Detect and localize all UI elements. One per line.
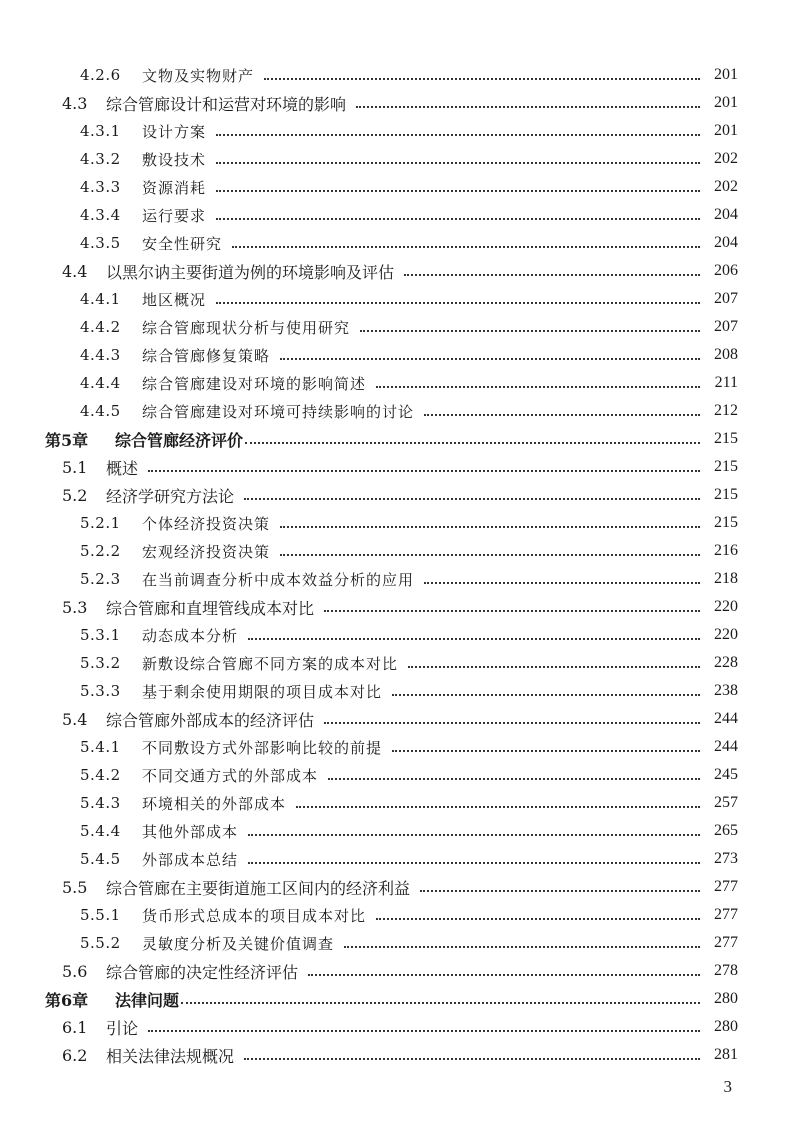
toc-entry-title: 环境相关的外部成本 bbox=[142, 794, 287, 813]
toc-entry-page: 206 bbox=[714, 262, 738, 279]
toc-entry-number: 4.4 bbox=[62, 261, 88, 281]
toc-subsection-entry[interactable] bbox=[0, 537, 790, 565]
toc-entry-number: 5.4.5 bbox=[80, 850, 121, 868]
toc-subsection-entry[interactable] bbox=[0, 565, 790, 593]
toc-subsection-entry[interactable] bbox=[0, 229, 790, 257]
toc-entry-page: 265 bbox=[714, 822, 738, 839]
toc-leader-dots bbox=[344, 944, 700, 948]
toc-entry-number: 4.3.3 bbox=[80, 178, 121, 196]
toc-entry-page: 202 bbox=[714, 150, 738, 167]
toc-leader-dots bbox=[216, 132, 700, 136]
toc-entry-title: 资源消耗 bbox=[142, 178, 207, 197]
toc-entry-title: 安全性研究 bbox=[142, 234, 223, 253]
toc-entry-title: 在当前调查分析中成本效益分析的应用 bbox=[142, 570, 415, 589]
toc-entry-number: 第5章 bbox=[45, 430, 89, 450]
toc-leader-dots bbox=[264, 76, 700, 80]
toc-leader-dots bbox=[328, 776, 700, 780]
toc-entry-page: 215 bbox=[714, 514, 738, 531]
toc-entry-number: 5.4.2 bbox=[80, 766, 121, 784]
toc-section-entry[interactable] bbox=[0, 481, 790, 509]
toc-entry-title: 不同交通方式的外部成本 bbox=[142, 766, 319, 785]
toc-entry-number: 5.2.1 bbox=[80, 514, 121, 532]
toc-subsection-entry[interactable] bbox=[0, 397, 790, 425]
toc-entry-number: 4.2.6 bbox=[80, 66, 121, 84]
page-number: 3 bbox=[723, 1077, 732, 1096]
toc-entry-title: 综合管廊现状分析与使用研究 bbox=[142, 318, 351, 337]
toc-entry-title: 综合管廊经济评价 bbox=[115, 430, 244, 450]
toc-entry-title: 灵敏度分析及关键价值调查 bbox=[142, 934, 335, 953]
toc-entry-page: 201 bbox=[714, 122, 738, 139]
toc-entry-page: 218 bbox=[714, 570, 738, 587]
toc-entry-title: 引论 bbox=[106, 1018, 139, 1038]
toc-entry-title: 地区概况 bbox=[142, 290, 207, 309]
toc-entry-page: 220 bbox=[714, 598, 738, 615]
toc-entry-title: 综合管廊建设对环境可持续影响的讨论 bbox=[142, 402, 415, 421]
toc-leader-dots bbox=[392, 692, 700, 696]
toc-leader-dots bbox=[420, 888, 700, 892]
toc-entry-page: 273 bbox=[714, 850, 738, 867]
toc-subsection-entry[interactable] bbox=[0, 929, 790, 957]
toc-section-entry[interactable] bbox=[0, 593, 790, 621]
toc-entry-title: 动态成本分析 bbox=[142, 626, 239, 645]
toc-subsection-entry[interactable] bbox=[0, 733, 790, 761]
toc-entry-number: 4.4.1 bbox=[80, 290, 121, 308]
toc-entry-page: 207 bbox=[714, 290, 738, 307]
toc-leader-dots bbox=[360, 328, 700, 332]
toc-entry-number: 5.5 bbox=[62, 877, 88, 897]
toc-entry-title: 基于剩余使用期限的项目成本对比 bbox=[142, 682, 383, 701]
toc-leader-dots bbox=[248, 832, 700, 836]
toc-entry-number: 5.4.4 bbox=[80, 822, 121, 840]
toc-leader-dots bbox=[376, 384, 700, 388]
toc-section-entry[interactable] bbox=[0, 453, 790, 481]
toc-subsection-entry[interactable] bbox=[0, 817, 790, 845]
toc-entry-number: 5.4 bbox=[62, 709, 88, 729]
toc-subsection-entry[interactable] bbox=[0, 621, 790, 649]
toc-entry-page: 277 bbox=[714, 878, 738, 895]
toc-leader-dots bbox=[181, 1000, 700, 1004]
toc-subsection-entry[interactable] bbox=[0, 369, 790, 397]
toc-subsection-entry[interactable] bbox=[0, 61, 790, 89]
toc-entry-number: 5.6 bbox=[62, 961, 88, 981]
toc-leader-dots bbox=[404, 272, 700, 276]
toc-section-entry[interactable] bbox=[0, 873, 790, 901]
toc-subsection-entry[interactable] bbox=[0, 845, 790, 873]
toc-leader-dots bbox=[324, 720, 700, 724]
toc-leader-dots bbox=[376, 916, 700, 920]
toc-subsection-entry[interactable] bbox=[0, 313, 790, 341]
toc-subsection-entry[interactable] bbox=[0, 761, 790, 789]
table-of-contents bbox=[0, 61, 790, 1069]
toc-entry-page: 220 bbox=[714, 626, 738, 643]
toc-entry-number: 4.3.1 bbox=[80, 122, 121, 140]
toc-entry-title: 综合管廊建设对环境的影响简述 bbox=[142, 374, 367, 393]
toc-entry-page: 277 bbox=[714, 906, 738, 923]
toc-section-entry[interactable] bbox=[0, 1013, 790, 1041]
toc-entry-page: 211 bbox=[714, 374, 738, 391]
toc-entry-page: 257 bbox=[714, 794, 738, 811]
toc-entry-title: 以黑尔讷主要街道为例的环境影响及评估 bbox=[106, 262, 395, 282]
toc-entry-page: 215 bbox=[714, 486, 738, 503]
toc-entry-number: 5.2.2 bbox=[80, 542, 121, 560]
toc-section-entry[interactable] bbox=[0, 257, 790, 285]
toc-subsection-entry[interactable] bbox=[0, 677, 790, 705]
toc-subsection-entry[interactable] bbox=[0, 649, 790, 677]
toc-entry-page: 204 bbox=[714, 234, 738, 251]
toc-entry-title: 经济学研究方法论 bbox=[106, 486, 235, 506]
toc-entry-title: 综合管廊外部成本的经济评估 bbox=[106, 710, 315, 730]
toc-entry-number: 4.3.5 bbox=[80, 234, 121, 252]
toc-chapter-entry[interactable] bbox=[0, 985, 790, 1013]
toc-entry-number: 5.2.3 bbox=[80, 570, 121, 588]
toc-leader-dots bbox=[248, 860, 700, 864]
toc-leader-dots bbox=[248, 636, 700, 640]
toc-entry-number: 5.3.2 bbox=[80, 654, 121, 672]
toc-leader-dots bbox=[356, 104, 700, 108]
toc-entry-number: 4.4.5 bbox=[80, 402, 121, 420]
toc-entry-title: 外部成本总结 bbox=[142, 850, 239, 869]
toc-entry-page: 215 bbox=[714, 430, 738, 447]
toc-subsection-entry[interactable] bbox=[0, 789, 790, 817]
toc-leader-dots bbox=[216, 300, 700, 304]
toc-entry-number: 5.1 bbox=[62, 457, 88, 477]
toc-entry-number: 第6章 bbox=[45, 990, 89, 1010]
toc-leader-dots bbox=[244, 496, 700, 500]
toc-subsection-entry[interactable] bbox=[0, 901, 790, 929]
toc-entry-page: 280 bbox=[714, 1018, 738, 1035]
toc-entry-number: 5.5.2 bbox=[80, 934, 121, 952]
toc-entry-title: 设计方案 bbox=[142, 122, 207, 141]
toc-entry-number: 5.3.1 bbox=[80, 626, 121, 644]
toc-leader-dots bbox=[424, 580, 700, 584]
toc-section-entry[interactable] bbox=[0, 89, 790, 117]
toc-entry-page: 204 bbox=[714, 206, 738, 223]
toc-entry-page: 201 bbox=[714, 94, 738, 111]
toc-entry-title: 不同敷设方式外部影响比较的前提 bbox=[142, 738, 383, 757]
toc-entry-number: 4.3.2 bbox=[80, 150, 121, 168]
toc-entry-number: 4.4.4 bbox=[80, 374, 121, 392]
toc-subsection-entry[interactable] bbox=[0, 509, 790, 537]
toc-entry-page: 208 bbox=[714, 346, 738, 363]
toc-leader-dots bbox=[232, 244, 700, 248]
toc-entry-page: 212 bbox=[714, 402, 738, 419]
toc-entry-title: 综合管廊修复策略 bbox=[142, 346, 271, 365]
toc-entry-title: 运行要求 bbox=[142, 206, 207, 225]
toc-leader-dots bbox=[280, 524, 700, 528]
toc-entry-number: 5.4.1 bbox=[80, 738, 121, 756]
toc-leader-dots bbox=[296, 804, 700, 808]
toc-chapter-entry[interactable] bbox=[0, 425, 790, 453]
toc-entry-page: 244 bbox=[714, 738, 738, 755]
toc-entry-page: 207 bbox=[714, 318, 738, 335]
toc-leader-dots bbox=[216, 188, 700, 192]
toc-section-entry[interactable] bbox=[0, 705, 790, 733]
toc-subsection-entry[interactable] bbox=[0, 145, 790, 173]
toc-entry-page: 202 bbox=[714, 178, 738, 195]
toc-entry-title: 新敷设综合管廊不同方案的成本对比 bbox=[142, 654, 399, 673]
toc-entry-page: 201 bbox=[714, 66, 738, 83]
toc-leader-dots bbox=[424, 412, 700, 416]
toc-entry-page: 277 bbox=[714, 934, 738, 951]
toc-section-entry[interactable] bbox=[0, 1041, 790, 1069]
toc-entry-number: 4.4.2 bbox=[80, 318, 121, 336]
toc-subsection-entry[interactable] bbox=[0, 341, 790, 369]
toc-entry-page: 215 bbox=[714, 458, 738, 475]
toc-leader-dots bbox=[280, 356, 700, 360]
toc-entry-title: 文物及实物财产 bbox=[142, 66, 255, 85]
toc-subsection-entry[interactable] bbox=[0, 117, 790, 145]
toc-entry-title: 敷设技术 bbox=[142, 150, 207, 169]
toc-subsection-entry[interactable] bbox=[0, 285, 790, 313]
toc-entry-page: 281 bbox=[714, 1046, 738, 1063]
toc-entry-number: 6.1 bbox=[62, 1017, 88, 1037]
toc-entry-title: 个体经济投资决策 bbox=[142, 514, 271, 533]
toc-entry-page: 216 bbox=[714, 542, 738, 559]
toc-entry-number: 5.2 bbox=[62, 485, 88, 505]
toc-leader-dots bbox=[216, 160, 700, 164]
toc-entry-page: 238 bbox=[714, 682, 738, 699]
toc-entry-page: 278 bbox=[714, 962, 738, 979]
toc-leader-dots bbox=[245, 440, 700, 444]
toc-entry-page: 280 bbox=[714, 990, 738, 1007]
toc-section-entry[interactable] bbox=[0, 957, 790, 985]
toc-entry-title: 货币形式总成本的项目成本对比 bbox=[142, 906, 367, 925]
toc-entry-number: 4.4.3 bbox=[80, 346, 121, 364]
toc-entry-page: 245 bbox=[714, 766, 738, 783]
toc-entry-title: 概述 bbox=[106, 458, 139, 478]
toc-entry-title: 综合管廊的决定性经济评估 bbox=[106, 962, 299, 982]
toc-leader-dots bbox=[280, 552, 700, 556]
toc-entry-title: 综合管廊和直埋管线成本对比 bbox=[106, 598, 315, 618]
toc-entry-number: 5.4.3 bbox=[80, 794, 121, 812]
toc-entry-title: 综合管廊在主要街道施工区间内的经济利益 bbox=[106, 878, 411, 898]
toc-entry-number: 5.3.3 bbox=[80, 682, 121, 700]
toc-leader-dots bbox=[148, 1028, 700, 1032]
toc-entry-number: 4.3.4 bbox=[80, 206, 121, 224]
toc-entry-title: 相关法律法规概况 bbox=[106, 1046, 235, 1066]
toc-leader-dots bbox=[308, 972, 700, 976]
toc-entry-title: 法律问题 bbox=[115, 990, 180, 1010]
toc-entry-number: 6.2 bbox=[62, 1045, 88, 1065]
toc-leader-dots bbox=[216, 216, 700, 220]
toc-entry-number: 4.3 bbox=[62, 93, 88, 113]
toc-subsection-entry[interactable] bbox=[0, 201, 790, 229]
toc-leader-dots bbox=[392, 748, 700, 752]
toc-entry-page: 244 bbox=[714, 710, 738, 727]
toc-entry-title: 综合管廊设计和运营对环境的影响 bbox=[106, 94, 347, 114]
toc-entry-title: 其他外部成本 bbox=[142, 822, 239, 841]
toc-leader-dots bbox=[148, 468, 700, 472]
toc-entry-title: 宏观经济投资决策 bbox=[142, 542, 271, 561]
toc-subsection-entry[interactable] bbox=[0, 173, 790, 201]
toc-entry-number: 5.3 bbox=[62, 597, 88, 617]
toc-entry-page: 228 bbox=[714, 654, 738, 671]
toc-entry-number: 5.5.1 bbox=[80, 906, 121, 924]
toc-leader-dots bbox=[244, 1056, 700, 1060]
toc-leader-dots bbox=[408, 664, 700, 668]
toc-leader-dots bbox=[324, 608, 700, 612]
